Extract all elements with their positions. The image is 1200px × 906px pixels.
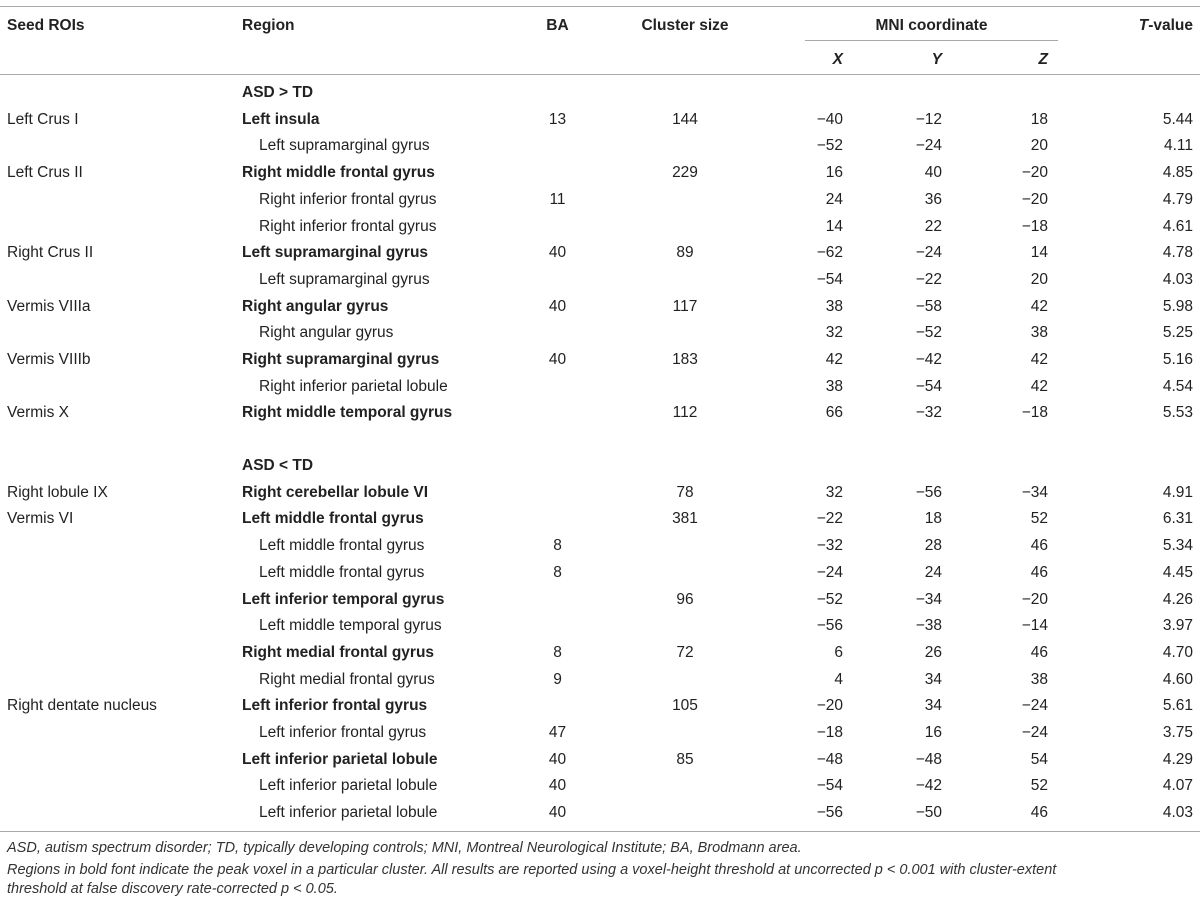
region-cell: Left supramarginal gyrus	[259, 270, 430, 288]
region-cell: Right inferior frontal gyrus	[259, 190, 437, 208]
header-t-value	[1080, 16, 1193, 36]
seed-roi-cell: Right lobule IX	[7, 483, 108, 501]
mni-x-cell: −52	[816, 137, 843, 155]
t-value-cell: 4.29	[1162, 750, 1193, 768]
mni-y-cell: −58	[915, 297, 942, 315]
t-value-cell: 5.25	[1162, 324, 1193, 342]
mni-z-cell: −24	[1021, 697, 1048, 715]
mni-z-cell: 54	[1030, 750, 1048, 768]
cluster-size-cell: 89	[676, 244, 694, 262]
mni-z-cell: 46	[1030, 537, 1048, 555]
mni-y-cell: −50	[915, 804, 942, 822]
mni-y-cell: 24	[924, 563, 942, 581]
region-cell: Left middle frontal gyrus	[259, 563, 425, 581]
table-bottom-rule	[0, 831, 1200, 832]
t-value-cell: 4.45	[1162, 563, 1193, 581]
mni-x-cell: 32	[825, 483, 843, 501]
t-value-cell: 4.11	[1163, 137, 1193, 155]
cluster-size-cell: 381	[672, 510, 698, 528]
t-value-cell: 5.61	[1162, 697, 1193, 715]
region-cell: Left inferior temporal gyrus	[242, 590, 445, 608]
t-value-cell: 4.60	[1162, 670, 1193, 688]
ba-cell: 8	[553, 643, 562, 661]
mni-z-cell: 52	[1030, 777, 1048, 795]
t-value-cell: 4.54	[1162, 377, 1193, 395]
t-value-cell: 4.03	[1162, 270, 1193, 288]
region-cell: Left insula	[242, 110, 320, 128]
seed-roi-cell: Vermis VI	[7, 510, 74, 528]
table-top-rule	[0, 6, 1200, 7]
region-cell: Right medial frontal gyrus	[242, 643, 435, 661]
mni-x-cell: −62	[816, 244, 843, 262]
mni-z-cell: 42	[1030, 377, 1048, 395]
t-value-cell: 5.16	[1162, 351, 1193, 368]
ba-cell: 8	[553, 537, 562, 555]
footnote-method-line1: Regions in bold font indicate the peak voxel in a particular cluster. All results are reported using a voxel-height threshold at uncorrected p < 0.001 with cluster-extent	[7, 862, 1057, 878]
mni-y-cell: −24	[915, 244, 942, 262]
seed-roi-cell: Left Crus I	[7, 110, 79, 128]
region-cell: Right angular gyrus	[259, 324, 394, 342]
mni-z-cell: 18	[1030, 110, 1048, 128]
mni-y-cell: −34	[915, 590, 942, 608]
mni-y-cell: −48	[915, 750, 942, 768]
mni-y-cell: 22	[924, 217, 942, 235]
mni-x-cell: −48	[816, 750, 843, 768]
mni-y-cell: −42	[915, 351, 942, 368]
region-cell: Left supramarginal gyrus	[259, 137, 430, 155]
seed-roi-cell: Vermis VIIIa	[7, 297, 91, 315]
mni-x-cell: 4	[834, 670, 843, 688]
mni-z-cell: 46	[1030, 563, 1048, 581]
mni-x-cell: −52	[816, 590, 843, 608]
header-t-suffix: -value	[1148, 17, 1193, 34]
mni-y-cell: 36	[924, 190, 942, 208]
ba-cell: 40	[548, 351, 567, 368]
t-value-cell: 3.75	[1162, 724, 1193, 741]
cluster-size-cell: 96	[676, 590, 694, 608]
header-mni-coordinate: MNI coordinate	[875, 17, 988, 34]
mni-x-cell: −18	[816, 724, 843, 741]
mni-x-cell: −54	[816, 270, 843, 288]
mni-z-cell: 42	[1030, 297, 1048, 315]
header-t-letter: T	[1138, 17, 1149, 34]
mni-x-cell: −54	[816, 777, 843, 795]
t-value-cell: 6.31	[1162, 510, 1193, 528]
ba-cell: 9	[553, 670, 562, 688]
mni-z-cell: −20	[1021, 190, 1048, 208]
mni-x-cell: −40	[816, 110, 843, 128]
mni-z-cell: −18	[1021, 217, 1048, 235]
mni-x-cell: 6	[834, 643, 843, 661]
region-cell: Right inferior parietal lobule	[259, 377, 448, 395]
region-cell: Right angular gyrus	[242, 297, 389, 315]
mni-y-cell: −32	[915, 404, 942, 422]
mni-x-cell: 42	[825, 351, 843, 368]
mni-x-cell: −32	[816, 537, 843, 555]
cluster-size-cell: 112	[672, 404, 698, 422]
mni-z-cell: 52	[1030, 510, 1048, 528]
mni-z-cell: 42	[1030, 351, 1048, 368]
region-cell: Left inferior parietal lobule	[259, 777, 438, 795]
mni-y-cell: 28	[924, 537, 942, 555]
t-value-cell: 4.26	[1162, 590, 1193, 608]
t-value-cell: 4.07	[1162, 777, 1193, 795]
t-value-cell: 4.79	[1162, 190, 1193, 208]
region-cell: Right middle temporal gyrus	[242, 404, 453, 422]
t-value-cell: 4.61	[1162, 217, 1193, 235]
mni-y-cell: −54	[915, 377, 942, 395]
mni-z-cell: 46	[1030, 804, 1048, 822]
mni-y-cell: 34	[924, 697, 942, 715]
region-cell: Left middle frontal gyrus	[259, 537, 425, 555]
mni-x-cell: 38	[825, 377, 843, 395]
ba-cell: 40	[548, 244, 567, 262]
mni-x-cell: 38	[825, 297, 843, 315]
ba-cell: 13	[548, 110, 567, 128]
mni-x-cell: −22	[816, 510, 843, 528]
mni-x-cell: 24	[825, 190, 843, 208]
region-cell: Left inferior parietal lobule	[242, 750, 438, 768]
t-value-cell: 4.78	[1162, 244, 1193, 262]
ba-cell: 8	[553, 563, 562, 581]
mni-y-cell: 16	[924, 724, 942, 741]
t-value-cell: 4.91	[1162, 483, 1193, 501]
section-title: ASD < TD	[242, 457, 314, 474]
mni-x-cell: −56	[816, 804, 843, 822]
mni-z-cell: 46	[1030, 643, 1048, 661]
cluster-size-cell: 72	[676, 643, 694, 661]
mni-y-cell: 34	[924, 670, 942, 688]
t-value-cell: 3.97	[1162, 617, 1193, 635]
mni-y-cell: −38	[915, 617, 942, 635]
mni-x-cell: −24	[816, 563, 843, 581]
region-cell: Right supramarginal gyrus	[242, 351, 440, 368]
header-cluster-size: Cluster size	[641, 17, 729, 34]
mni-z-cell: 14	[1030, 244, 1048, 262]
t-value-cell: 5.98	[1162, 297, 1193, 315]
region-cell: Left inferior frontal gyrus	[259, 724, 427, 741]
t-value-cell: 4.85	[1162, 164, 1193, 182]
mni-z-cell: −24	[1021, 724, 1048, 741]
mni-y-cell: −24	[915, 137, 942, 155]
seed-roi-cell: Vermis X	[7, 404, 70, 422]
t-value-cell: 5.34	[1162, 537, 1193, 555]
t-value-cell: 5.53	[1162, 404, 1193, 422]
seed-roi-cell: Right Crus II	[7, 244, 94, 262]
footnote-method-line2: threshold at false discovery rate-corrected p < 0.05.	[7, 881, 338, 897]
mni-y-cell: 40	[924, 164, 942, 182]
cluster-size-cell: 78	[676, 483, 694, 501]
header-z: Z	[1038, 51, 1048, 68]
mni-x-cell: −20	[816, 697, 843, 715]
header-ba: BA	[546, 17, 569, 34]
region-cell: Left inferior parietal lobule	[259, 804, 438, 822]
t-value-cell: 4.03	[1162, 804, 1193, 822]
region-cell: Left middle temporal gyrus	[259, 617, 442, 635]
mni-x-cell: 16	[825, 164, 843, 182]
cluster-size-cell: 183	[672, 351, 698, 368]
seed-roi-cell: Vermis VIIIb	[7, 351, 91, 368]
mni-x-cell: 66	[825, 404, 843, 422]
cluster-size-cell: 144	[672, 110, 698, 128]
footnote-abbreviations: ASD, autism spectrum disorder; TD, typically developing controls; MNI, Montreal Neurological Institute; BA, Brodmann area.	[7, 840, 802, 856]
mni-y-cell: 26	[924, 643, 942, 661]
ba-cell: 40	[548, 750, 567, 768]
header-y: Y	[931, 51, 942, 68]
t-value-cell: 4.70	[1162, 643, 1193, 661]
mni-x-cell: 14	[825, 217, 843, 235]
mni-z-cell: −34	[1021, 483, 1048, 501]
region-cell: Right inferior frontal gyrus	[259, 217, 437, 235]
mni-z-cell: 20	[1030, 137, 1048, 155]
cluster-size-cell: 85	[676, 750, 694, 768]
mni-z-cell: −20	[1021, 590, 1048, 608]
region-cell: Left inferior frontal gyrus	[242, 697, 428, 715]
mni-z-cell: −18	[1021, 404, 1048, 422]
mni-z-cell: 20	[1030, 270, 1048, 288]
mni-y-cell: −52	[915, 324, 942, 342]
mni-x-cell: −56	[816, 617, 843, 635]
cluster-size-cell: 229	[672, 164, 698, 182]
mni-z-cell: 38	[1030, 324, 1048, 342]
mni-y-cell: −56	[915, 483, 942, 501]
header-seed-rois: Seed ROIs	[7, 17, 85, 34]
mni-x-cell: 32	[825, 324, 843, 342]
header-region: Region	[242, 17, 295, 34]
ba-cell: 40	[548, 777, 567, 795]
section-title: ASD > TD	[242, 84, 314, 101]
mni-span-rule	[805, 40, 1058, 41]
ba-cell: 40	[548, 804, 567, 822]
t-value-cell: 5.44	[1162, 110, 1193, 128]
mni-y-cell: −12	[915, 110, 942, 128]
ba-cell: 40	[548, 297, 567, 315]
cluster-size-cell: 117	[672, 297, 698, 315]
region-cell: Left middle frontal gyrus	[242, 510, 424, 528]
cluster-size-cell: 105	[672, 697, 698, 715]
mni-z-cell: −20	[1021, 164, 1048, 182]
mni-y-cell: −22	[915, 270, 942, 288]
region-cell: Right medial frontal gyrus	[259, 670, 435, 688]
seed-roi-cell: Left Crus II	[7, 164, 83, 182]
mni-y-cell: 18	[924, 510, 942, 528]
header-x: X	[832, 51, 843, 68]
ba-cell: 47	[548, 724, 567, 741]
mni-z-cell: −14	[1021, 617, 1048, 635]
region-cell: Right cerebellar lobule VI	[242, 483, 429, 501]
seed-roi-cell: Right dentate nucleus	[7, 697, 157, 715]
region-cell: Left supramarginal gyrus	[242, 244, 429, 262]
region-cell: Right middle frontal gyrus	[242, 164, 435, 182]
header-bottom-rule	[0, 74, 1200, 75]
ba-cell: 11	[549, 190, 566, 208]
mni-z-cell: 38	[1030, 670, 1048, 688]
mni-y-cell: −42	[915, 777, 942, 795]
